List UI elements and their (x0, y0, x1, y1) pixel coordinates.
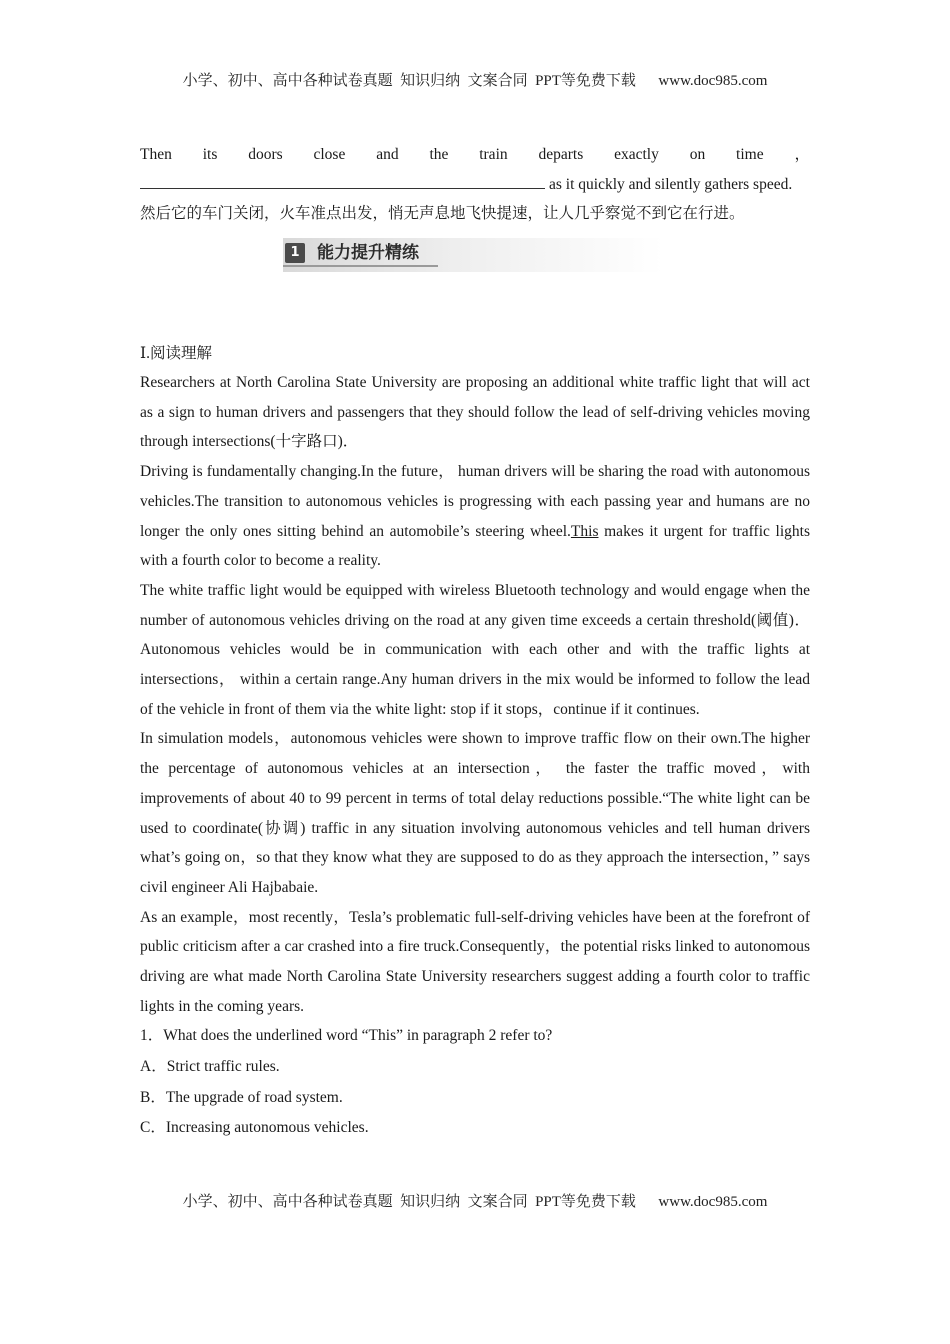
word: its (202, 146, 218, 163)
word: on (689, 146, 706, 163)
section-title: Ⅰ.阅读理解 (140, 345, 212, 362)
word: doors (248, 146, 283, 163)
word: time (736, 146, 764, 163)
paragraph-2-text: Driving is fundamentally changing.In the future， human drivers will be sharing the road with autonomous vehicles.The transition to autonomous vehicles is progressing with each passing year and humans are no longer the only ones sitting behind an automobile’s steering wheel. (140, 463, 810, 540)
paragraph-3: The white traffic light would be equipped with wireless Bluetooth technology and would engage when the number of autonomous vehicles driving on the road at any given time exceeds a certain threshold(阈值)． Autonomous vehicles would be in communication with each other and with the traffic lights at intersections， within a certain range.Any human drivers in the mix would be informed to follow the lead of the vehicle in front of them via the white light: stop if it stops，continue if it continues. (140, 581, 810, 718)
word: ， (794, 146, 810, 163)
underlined-word: This (570, 522, 599, 540)
paragraph-4: In simulation models，autonomous vehicles were shown to improve traffic flow on their own.The higher the percentage of autonomous vehicles at an intersection， the faster the traffic moved，with improvements of about 40 to 99 percent in terms of total delay reductions possible.“The white light can be used to coordinate(协调) traffic in any situation involving autonomous vehicles and tell human drivers what’s going on，so that they know what they are supposed to do as they approach the intersection，” says civil engineer Ali Hajbabaie. (140, 730, 810, 896)
paragraph-5: As an example，most recently，Tesla’s problematic full-self-driving vehicles have been at the forefront of public criticism after a car crashed into a fire truck.Consequently，the potential risks linked to autonomous driving are what made North Carolina State University researchers suggest adding a fourth color to traffic lights in the coming years. (140, 908, 810, 1015)
word: Then (140, 146, 172, 163)
section-banner (283, 238, 663, 272)
word: departs (538, 146, 584, 163)
word: train (479, 146, 508, 163)
answer-blank[interactable] (140, 170, 545, 189)
word: and (376, 146, 399, 163)
banner-title: 能力提升精练 (317, 243, 419, 263)
banner-underline (283, 265, 438, 267)
translation-line-2-text: as it quickly and silently gathers speed. (549, 175, 793, 193)
option-b[interactable]: B．The upgrade of road system. (140, 1088, 343, 1106)
option-c[interactable]: C．Increasing autonomous vehicles. (140, 1119, 369, 1137)
translation-item (140, 140, 810, 229)
reading-passage (140, 368, 810, 1144)
page-footer: 小学、初中、高中各种试卷真题 知识归纳 文案合同 PPT等免费下载 www.doc985.com (182, 1194, 768, 1210)
paragraph-2-text-end: makes it urgent for traffic lights with a fourth color to become a reality. (140, 522, 810, 570)
question-1-stem: 1．What does the underlined word “This” in paragraph 2 refer to? (140, 1027, 553, 1045)
translation-line-1 (140, 140, 810, 170)
paragraph-2 (140, 457, 810, 576)
number-badge-icon: 1 (285, 243, 305, 263)
page-header: 小学、初中、高中各种试卷真题 知识归纳 文案合同 PPT等免费下载 www.doc985.com (182, 73, 768, 89)
translation-line-2 (140, 170, 810, 200)
word: close (313, 146, 346, 163)
word: exactly (614, 146, 659, 163)
chinese-translation: 然后它的车门关闭，火车准点出发，悄无声息地飞快提速，让人几乎察觉不到它在行进。 (140, 205, 745, 223)
word: the (429, 146, 449, 163)
option-a[interactable]: A．Strict traffic rules. (140, 1058, 280, 1076)
paragraph-1: Researchers at North Carolina State University are proposing an additional white traffic light that will act as a sign to human drivers and passengers that they should follow the lead of self-driving vehicles moving through intersections(十字路口)． (140, 374, 810, 451)
